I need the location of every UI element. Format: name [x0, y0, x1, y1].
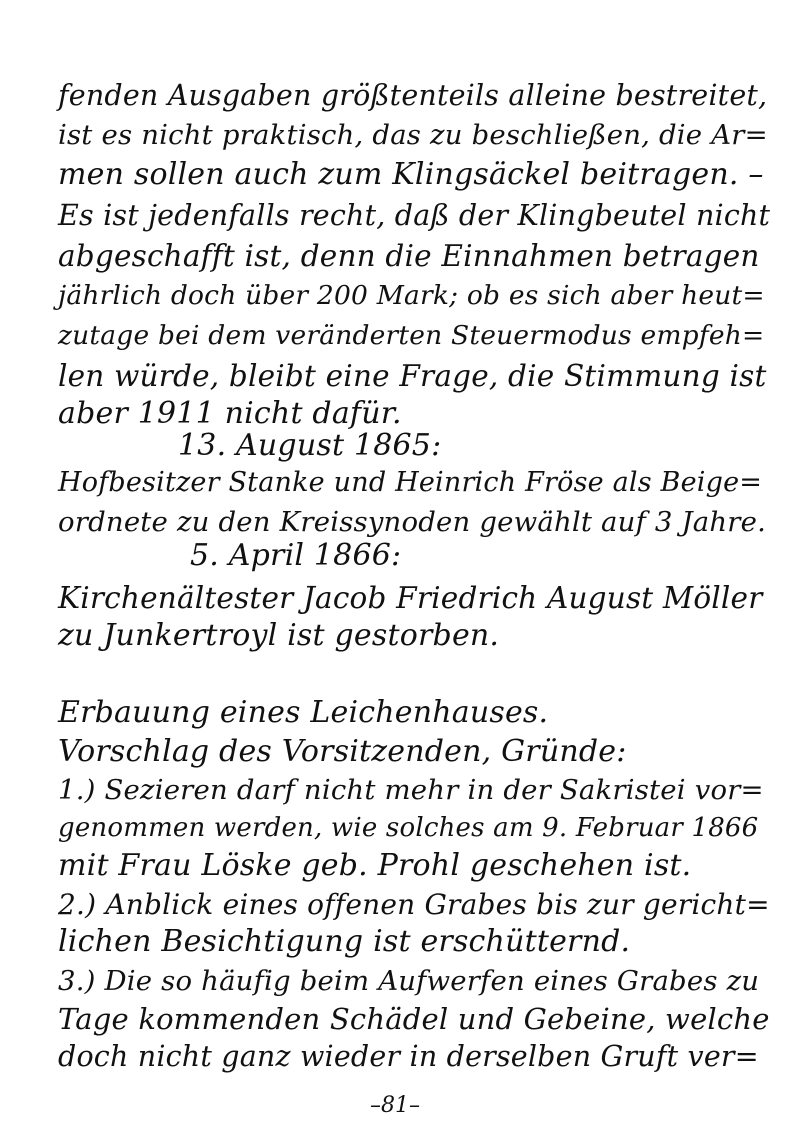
- entry-date: 5. April 1866:: [190, 538, 402, 573]
- text-line: men sollen auch zum Klingsäckel beitragen. –: [58, 157, 764, 192]
- text-line: jährlich doch über 200 Mark; ob es sich aber heut=: [58, 280, 765, 311]
- list-item: 3.) Die so häufig beim Aufwerfen eines Grabes zu: [58, 965, 760, 997]
- text-line: ist es nicht praktisch, das zu beschließen, die Ar=: [58, 119, 768, 151]
- text-line: Es ist jedenfalls recht, daß der Klingbeutel nicht: [58, 199, 771, 232]
- text-line: ordnete zu den Kreissynoden gewählt auf 3 Jahre.: [58, 506, 767, 538]
- page-number: –81–: [370, 1093, 420, 1118]
- text-line: Hofbesitzer Stanke und Heinrich Fröse als Beige=: [58, 467, 763, 498]
- entry-date: 13. August 1865:: [178, 428, 442, 463]
- text-line: genommen werden, wie solches am 9. Februar 1866: [58, 813, 759, 843]
- text-line: doch nicht ganz wieder in derselben Gruft ver=: [58, 1040, 759, 1073]
- list-item: 2.) Anblick eines offenen Grabes bis zur gericht=: [58, 888, 770, 921]
- text-line: Kirchenältester Jacob Friedrich August Möller: [58, 581, 763, 615]
- text-line: len würde, bleibt eine Frage, die Stimmung ist: [58, 359, 767, 393]
- text-line: abgeschafft ist, denn die Einnahmen betragen: [58, 239, 760, 273]
- list-item: 1.) Sezieren darf nicht mehr in der Sakristei vor=: [58, 774, 764, 806]
- text-line: mit Frau Löske geb. Prohl geschehen ist.: [58, 848, 692, 883]
- text-line: lichen Besichtigung ist erschütternd.: [58, 924, 631, 959]
- text-line: zutage bei dem veränderten Steuermodus empfeh=: [58, 320, 765, 351]
- text-line: zu Junkertroyl ist gestorben.: [58, 618, 500, 653]
- text-line: Vorschlag des Vorsitzenden, Gründe:: [58, 734, 627, 769]
- text-line: aber 1911 nicht dafür.: [58, 396, 402, 431]
- text-line: Tage kommenden Schädel und Gebeine, welche: [58, 1002, 770, 1036]
- section-heading: Erbauung eines Leichenhauses.: [58, 695, 549, 730]
- text-line: fenden Ausgaben größtenteils alleine bestreitet,: [58, 79, 768, 112]
